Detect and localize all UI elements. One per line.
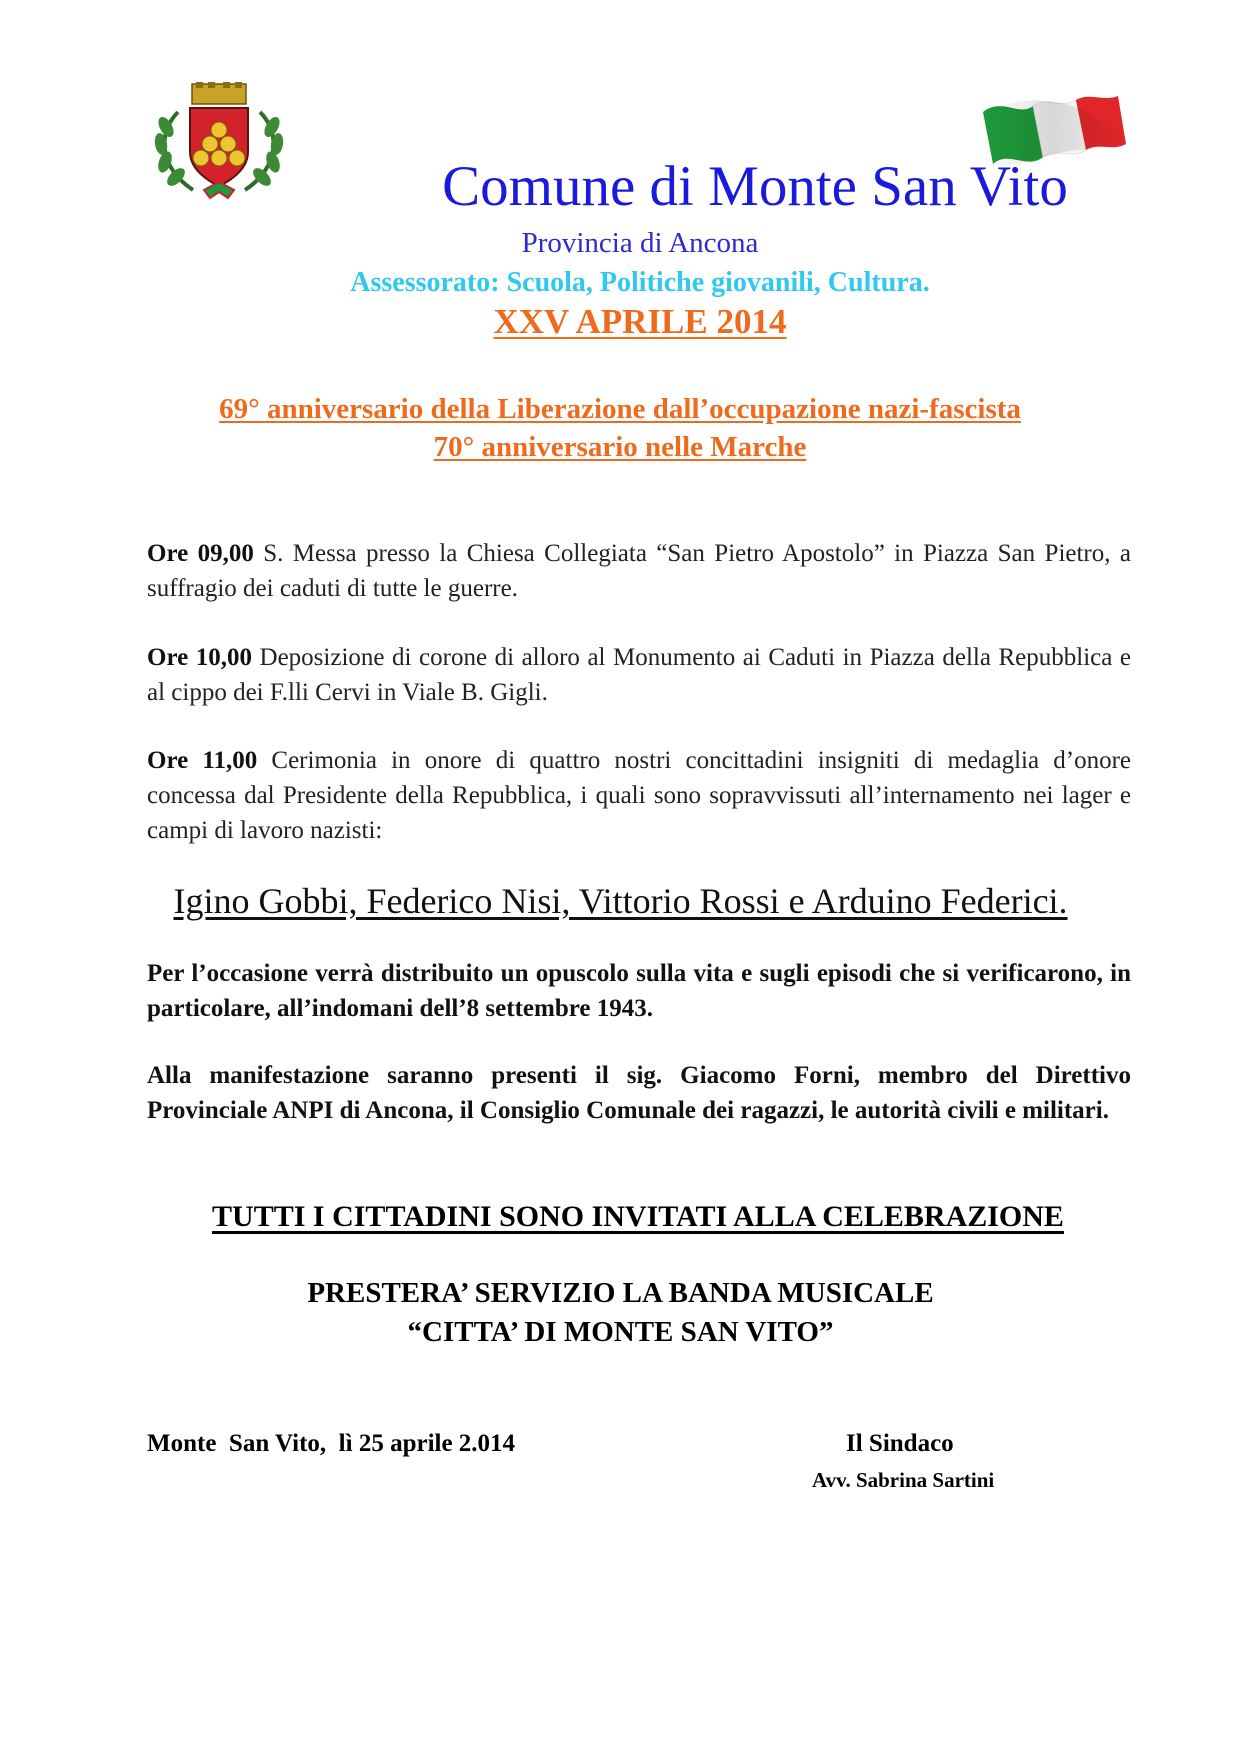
band-line-2: “CITTA’ DI MONTE SAN VITO” (407, 1316, 834, 1348)
brochure-note: Per l’occasione verrà distribuito un opuscolo sulla vita e sugli episodi che si verificarono, in particolare, all’indomani dell’8 settembre 1943. (147, 960, 1131, 1022)
assessorato-line: Assessorato: Scuola, Politiche giovanili, Cultura. (350, 267, 930, 298)
program-item (147, 536, 1131, 606)
program-time: Ore 11,00 (147, 747, 258, 774)
honorees-names: Igino Gobbi, Federico Nisi, Vittorio Rossi e Arduino Federici. (173, 881, 1068, 921)
place-date: Monte San Vito, lì 25 aprile 2.014 (147, 1430, 516, 1457)
program-text: Deposizione di corone di alloro al Monumento ai Caduti in Piazza della Repubblica e al cippo dei F.lli Cervi in Viale B. Gigli. (147, 644, 1131, 706)
attendees-note: Alla manifestazione saranno presenti il sig. Giacomo Forni, membro del Direttivo Provinciale ANPI di Ancona, il Consiglio Comunale dei ragazzi, le autorità civili e militari. (147, 1062, 1131, 1124)
province-subtitle: Provincia di Ancona (521, 227, 759, 259)
mayor-title: Il Sindaco (846, 1430, 954, 1457)
anniversary-subtitle-2: 70° anniversario nelle Marche (433, 431, 807, 463)
event-date-heading: XXV APRILE 2014 (493, 302, 787, 341)
program-text: Cerimonia in onore di quattro nostri concittadini insigniti di medaglia d’onore concessa dal Presidente della Repubblica, i quali sono sopravvissuti all’internamento nei lager e campi di lavoro nazisti: (147, 747, 1131, 844)
band-line-1: PRESTERA’ SERVIZIO LA BANDA MUSICALE (307, 1277, 934, 1309)
program-time: Ore 10,00 (147, 644, 252, 671)
anniversary-subtitle-1: 69° anniversario della Liberazione dall’occupazione nazi-fascista (219, 393, 1021, 425)
program-time: Ore 09,00 (147, 540, 254, 567)
page-title: Comune di Monte San Vito (442, 155, 1068, 218)
invitation-heading: TUTTI I CITTADINI SONO INVITATI ALLA CELEBRAZIONE (212, 1200, 1064, 1233)
program-item (147, 743, 1131, 848)
program-item (147, 640, 1131, 710)
program-text: S. Messa presso la Chiesa Collegiata “San Pietro Apostolo” in Piazza San Pietro, a suffragio dei caduti di tutte le guerre. (147, 540, 1131, 602)
mayor-name: Avv. Sabrina Sartini (812, 1468, 995, 1492)
